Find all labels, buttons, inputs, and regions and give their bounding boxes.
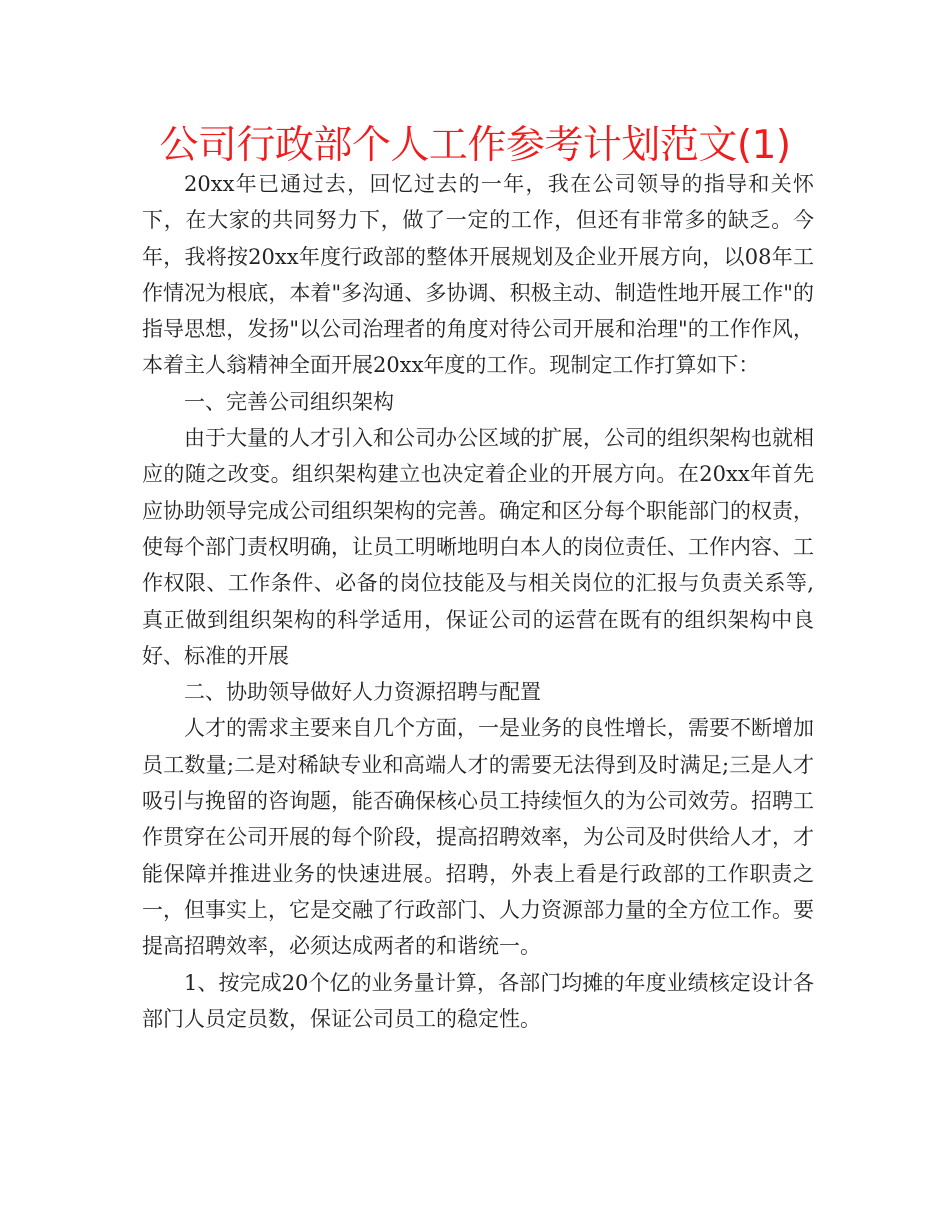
- section-heading-2: 二、协助领导做好人力资源招聘与配置: [184, 680, 541, 705]
- paragraph-section-1: 由于大量的人才引入和公司办公区域的扩展，公司的组织架构也就相应的随之改变。组织架构建立也决定着企业的开展方向。在20xx年首先应协助领导完成公司组织架构的完善。确定和区分每个职能部门的权责，使每个部门责权明确，让员工明晰地明白本人的岗位责任、工作内容、工作权限、工作条件、必备的岗位技能及与相关岗位的汇报与负责关系等,真正做到组织架构的科学适用，保证公司的运营在既有的组织架构中良好、标准的开展: [142, 426, 814, 668]
- paragraph-item-1: 1、按完成20个亿的业务量计算，各部门均摊的年度业绩核定设计各部门人员定员数，保证公司员工的稳定性。: [142, 970, 814, 1031]
- paragraph-section-2: 人才的需求主要来自几个方面，一是业务的良性增长，需要不断增加员工数量;二是对稀缺专业和高端人才的需要无法得到及时满足;三是人才吸引与挽留的咨询题，能否确保核心员工持续恒久的为公司效劳。招聘工作贯穿在公司开展的每个阶段，提高招聘效率，为公司及时供给人才，才能保障并推进业务的快速进展。招聘，外表上看是行政部的工作职责之一，但事实上，它是交融了行政部门、人力资源部力量的全方位工作。要提高招聘效率，必须达成两者的和谐统一。: [142, 716, 814, 959]
- document-body: [142, 166, 814, 1037]
- document-title: 公司行政部个人工作参考计划范文(1): [159, 123, 791, 168]
- paragraph-intro: 20xx年已通过去，回忆过去的一年，我在公司领导的指导和关怀下，在大家的共同努力下，做了一定的工作，但还有非常多的缺乏。今年，我将按20xx年度行政部的整体开展规划及企业开展方向，以08年工作情况为根底，本着"多沟通、多协调、积极主动、制造性地开展工作"的指导思想，发扬"以公司治理者的角度对待公司开展和治理"的工作作风，本着主人翁精神全面开展20xx年度的工作。现制定工作打算如下：: [142, 172, 814, 378]
- section-heading-1: 一、完善公司组织架构: [184, 389, 394, 414]
